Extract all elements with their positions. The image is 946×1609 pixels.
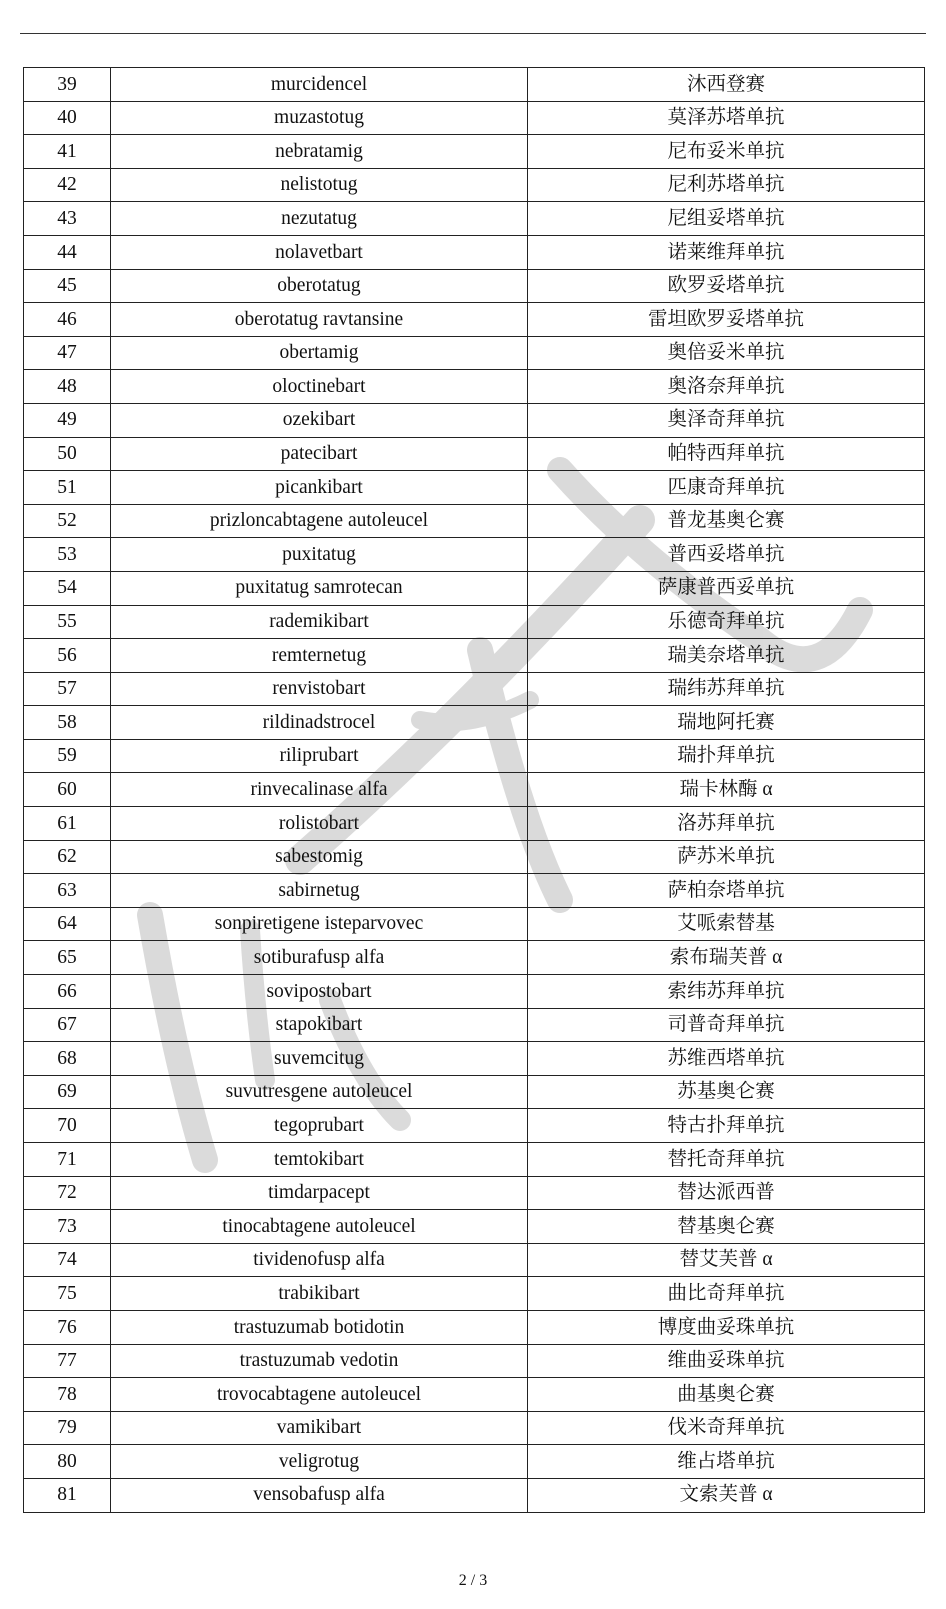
english-name-cell: tinocabtagene autoleucel [111, 1210, 528, 1244]
english-name-cell: rinvecalinase alfa [111, 773, 528, 807]
table-row [24, 303, 925, 337]
english-name-cell: renvistobart [111, 672, 528, 706]
table-row [24, 975, 925, 1009]
english-name-cell: trastuzumab botidotin [111, 1310, 528, 1344]
english-name-cell: timdarpacept [111, 1176, 528, 1210]
chinese-name-cell: 尼布妥米单抗 [528, 135, 925, 169]
english-name-cell: remternetug [111, 639, 528, 673]
chinese-name-cell: 乐德奇拜单抗 [528, 605, 925, 639]
row-number-cell: 76 [24, 1310, 111, 1344]
english-name-cell: temtokibart [111, 1143, 528, 1177]
english-name-cell: nelistotug [111, 168, 528, 202]
table-row [24, 1445, 925, 1479]
english-name-cell: vamikibart [111, 1411, 528, 1445]
table-row [24, 1075, 925, 1109]
table-row [24, 168, 925, 202]
chinese-name-cell: 瑞卡林酶 α [528, 773, 925, 807]
english-name-cell: rademikibart [111, 605, 528, 639]
table-row [24, 1143, 925, 1177]
english-name-cell: obertamig [111, 336, 528, 370]
chinese-name-cell: 替达派西普 [528, 1176, 925, 1210]
chinese-name-cell: 萨苏米单抗 [528, 840, 925, 874]
chinese-name-cell: 瑞美奈塔单抗 [528, 639, 925, 673]
english-name-cell: nebratamig [111, 135, 528, 169]
english-name-cell: puxitatug samrotecan [111, 571, 528, 605]
chinese-name-cell: 雷坦欧罗妥塔单抗 [528, 303, 925, 337]
table-row [24, 504, 925, 538]
row-number-cell: 72 [24, 1176, 111, 1210]
row-number-cell: 73 [24, 1210, 111, 1244]
row-number-cell: 52 [24, 504, 111, 538]
row-number-cell: 45 [24, 269, 111, 303]
english-name-cell: stapokibart [111, 1008, 528, 1042]
table-row [24, 336, 925, 370]
table-row [24, 1277, 925, 1311]
english-name-cell: veligrotug [111, 1445, 528, 1479]
row-number-cell: 41 [24, 135, 111, 169]
chinese-name-cell: 普龙基奥仑赛 [528, 504, 925, 538]
row-number-cell: 51 [24, 471, 111, 505]
table-row [24, 1243, 925, 1277]
english-name-cell: suvemcitug [111, 1042, 528, 1076]
row-number-cell: 66 [24, 975, 111, 1009]
chinese-name-cell: 维占塔单抗 [528, 1445, 925, 1479]
chinese-name-cell: 沐西登赛 [528, 68, 925, 102]
english-name-cell: sovipostobart [111, 975, 528, 1009]
row-number-cell: 44 [24, 235, 111, 269]
english-name-cell: trastuzumab vedotin [111, 1344, 528, 1378]
english-name-cell: rolistobart [111, 807, 528, 841]
chinese-name-cell: 司普奇拜单抗 [528, 1008, 925, 1042]
row-number-cell: 64 [24, 907, 111, 941]
table-row [24, 840, 925, 874]
chinese-name-cell: 索布瑞芙普 α [528, 941, 925, 975]
english-name-cell: picankibart [111, 471, 528, 505]
english-name-cell: riliprubart [111, 739, 528, 773]
table-row [24, 1176, 925, 1210]
table-row [24, 269, 925, 303]
chinese-name-cell: 瑞纬苏拜单抗 [528, 672, 925, 706]
english-name-cell: rildinadstrocel [111, 706, 528, 740]
table-row [24, 773, 925, 807]
chinese-name-cell: 艾哌索替基 [528, 907, 925, 941]
row-number-cell: 59 [24, 739, 111, 773]
row-number-cell: 71 [24, 1143, 111, 1177]
english-name-cell: murcidencel [111, 68, 528, 102]
table-row [24, 1008, 925, 1042]
row-number-cell: 75 [24, 1277, 111, 1311]
row-number-cell: 69 [24, 1075, 111, 1109]
header-rule [20, 33, 926, 34]
english-name-cell: sabirnetug [111, 874, 528, 908]
row-number-cell: 81 [24, 1478, 111, 1512]
table-row [24, 370, 925, 404]
row-number-cell: 67 [24, 1008, 111, 1042]
chinese-name-cell: 瑞地阿托赛 [528, 706, 925, 740]
table-row [24, 605, 925, 639]
row-number-cell: 53 [24, 538, 111, 572]
chinese-name-cell: 诺莱维拜单抗 [528, 235, 925, 269]
chinese-name-cell: 萨柏奈塔单抗 [528, 874, 925, 908]
chinese-name-cell: 曲比奇拜单抗 [528, 1277, 925, 1311]
chinese-name-cell: 欧罗妥塔单抗 [528, 269, 925, 303]
row-number-cell: 63 [24, 874, 111, 908]
chinese-name-cell: 博度曲妥珠单抗 [528, 1310, 925, 1344]
english-name-cell: oberotatug [111, 269, 528, 303]
row-number-cell: 74 [24, 1243, 111, 1277]
row-number-cell: 48 [24, 370, 111, 404]
table-row [24, 1478, 925, 1512]
chinese-name-cell: 索纬苏拜单抗 [528, 975, 925, 1009]
chinese-name-cell: 文索芙普 α [528, 1478, 925, 1512]
row-number-cell: 54 [24, 571, 111, 605]
chinese-name-cell: 奥泽奇拜单抗 [528, 403, 925, 437]
chinese-name-cell: 苏基奥仑赛 [528, 1075, 925, 1109]
table-row [24, 1109, 925, 1143]
row-number-cell: 70 [24, 1109, 111, 1143]
chinese-name-cell: 普西妥塔单抗 [528, 538, 925, 572]
table-row [24, 706, 925, 740]
table-row [24, 807, 925, 841]
chinese-name-cell: 洛苏拜单抗 [528, 807, 925, 841]
row-number-cell: 68 [24, 1042, 111, 1076]
row-number-cell: 77 [24, 1344, 111, 1378]
table-row [24, 68, 925, 102]
row-number-cell: 79 [24, 1411, 111, 1445]
chinese-name-cell: 萨康普西妥单抗 [528, 571, 925, 605]
row-number-cell: 47 [24, 336, 111, 370]
table-row [24, 538, 925, 572]
chinese-name-cell: 帕特西拜单抗 [528, 437, 925, 471]
chinese-name-cell: 瑞扑拜单抗 [528, 739, 925, 773]
page-number: 2 / 3 [458, 1572, 488, 1589]
row-number-cell: 78 [24, 1378, 111, 1412]
table-row [24, 672, 925, 706]
table-row [24, 639, 925, 673]
table-row [24, 101, 925, 135]
table-row [24, 1210, 925, 1244]
chinese-name-cell: 替艾芙普 α [528, 1243, 925, 1277]
chinese-name-cell: 替基奥仑赛 [528, 1210, 925, 1244]
table-row [24, 1411, 925, 1445]
english-name-cell: patecibart [111, 437, 528, 471]
chinese-name-cell: 尼组妥塔单抗 [528, 202, 925, 236]
table-row [24, 1344, 925, 1378]
table-row [24, 874, 925, 908]
chinese-name-cell: 匹康奇拜单抗 [528, 471, 925, 505]
english-name-cell: sonpiretigene isteparvovec [111, 907, 528, 941]
table-row [24, 471, 925, 505]
chinese-name-cell: 奥洛奈拜单抗 [528, 370, 925, 404]
row-number-cell: 60 [24, 773, 111, 807]
english-name-cell: ozekibart [111, 403, 528, 437]
table-row [24, 1378, 925, 1412]
table-row [24, 403, 925, 437]
table-body [24, 68, 925, 1513]
row-number-cell: 65 [24, 941, 111, 975]
chinese-name-cell: 特古扑拜单抗 [528, 1109, 925, 1143]
table-row [24, 135, 925, 169]
chinese-name-cell: 奥倍妥米单抗 [528, 336, 925, 370]
row-number-cell: 42 [24, 168, 111, 202]
row-number-cell: 55 [24, 605, 111, 639]
table-row [24, 1310, 925, 1344]
english-name-cell: oberotatug ravtansine [111, 303, 528, 337]
english-name-cell: trovocabtagene autoleucel [111, 1378, 528, 1412]
english-name-cell: puxitatug [111, 538, 528, 572]
row-number-cell: 40 [24, 101, 111, 135]
table-row [24, 907, 925, 941]
row-number-cell: 58 [24, 706, 111, 740]
english-name-cell: vensobafusp alfa [111, 1478, 528, 1512]
english-name-cell: tegoprubart [111, 1109, 528, 1143]
chinese-name-cell: 伐米奇拜单抗 [528, 1411, 925, 1445]
chinese-name-cell: 维曲妥珠单抗 [528, 1344, 925, 1378]
row-number-cell: 43 [24, 202, 111, 236]
english-name-cell: oloctinebart [111, 370, 528, 404]
english-name-cell: muzastotug [111, 101, 528, 135]
chinese-name-cell: 曲基奥仑赛 [528, 1378, 925, 1412]
table-row [24, 739, 925, 773]
english-name-cell: suvutresgene autoleucel [111, 1075, 528, 1109]
table-row [24, 202, 925, 236]
chinese-name-cell: 苏维西塔单抗 [528, 1042, 925, 1076]
english-name-cell: nolavetbart [111, 235, 528, 269]
english-name-cell: sabestomig [111, 840, 528, 874]
chinese-name-cell: 尼利苏塔单抗 [528, 168, 925, 202]
chinese-name-cell: 替托奇拜单抗 [528, 1143, 925, 1177]
english-name-cell: nezutatug [111, 202, 528, 236]
table-row [24, 941, 925, 975]
row-number-cell: 56 [24, 639, 111, 673]
row-number-cell: 57 [24, 672, 111, 706]
row-number-cell: 49 [24, 403, 111, 437]
table-row [24, 1042, 925, 1076]
row-number-cell: 61 [24, 807, 111, 841]
english-name-cell: prizloncabtagene autoleucel [111, 504, 528, 538]
row-number-cell: 39 [24, 68, 111, 102]
row-number-cell: 62 [24, 840, 111, 874]
drug-name-table [23, 67, 925, 1513]
row-number-cell: 80 [24, 1445, 111, 1479]
table-row [24, 437, 925, 471]
english-name-cell: tividenofusp alfa [111, 1243, 528, 1277]
english-name-cell: trabikibart [111, 1277, 528, 1311]
table-row [24, 235, 925, 269]
row-number-cell: 46 [24, 303, 111, 337]
chinese-name-cell: 莫泽苏塔单抗 [528, 101, 925, 135]
row-number-cell: 50 [24, 437, 111, 471]
english-name-cell: sotiburafusp alfa [111, 941, 528, 975]
table-row [24, 571, 925, 605]
